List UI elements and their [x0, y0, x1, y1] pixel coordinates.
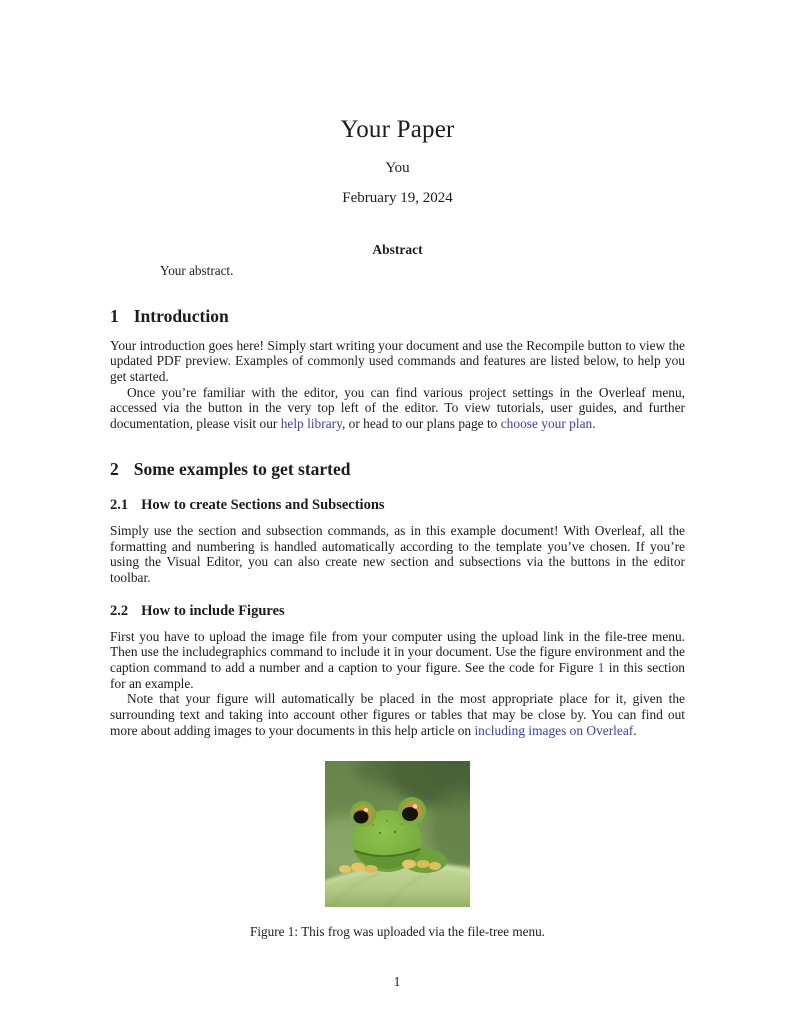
frog-photo: [325, 761, 470, 907]
subsection-heading-figures: [110, 603, 685, 620]
author: You: [385, 160, 410, 176]
paragraph-text: in this section for an example.: [110, 660, 685, 691]
section-title: Some examples to get started: [133, 458, 351, 479]
paragraph-text: Note that your figure will automatically be placed in the most appropriate place for it, given the surrounding text and taking into account other figures or tables that may be close by. You can find out more about adding images to your documents in this help article on: [110, 691, 685, 738]
subsection-number: 2.2: [110, 602, 129, 619]
section-title: Introduction: [133, 305, 229, 326]
paragraph-text: .: [633, 722, 637, 738]
sections-paragraph: Simply use the section and subsection commands, as in this example document! With Overleaf, all the formatting and numbering is handled automatically according to the template you’ve chosen. If you’re using the Visual Editor, you can also create new section and subsections via the buttons in the editor toolbar.: [110, 522, 685, 585]
intro-paragraph-1: Your introduction goes here! Simply start writing your document and use the Recompile button to view the updated PDF preview. Examples of commonly used commands and features are listed below, to help you get started.: [110, 337, 685, 384]
page-number: 1: [393, 974, 401, 989]
paragraph-text: Once you’re familiar with the editor, you can find various project settings in the Overleaf menu, accessed via the button in the very top left of the editor. To view tutorials, user guides, and further documentation, please visit our: [110, 384, 685, 432]
page-title: Your Paper: [340, 116, 455, 143]
subsection-number: 2.1: [110, 496, 129, 513]
paragraph-text: , or head to our plans page to: [341, 416, 501, 432]
date: February 19, 2024: [342, 190, 453, 206]
choose-your-plan-link[interactable]: choose your plan: [500, 416, 593, 432]
section-number: 2: [110, 458, 119, 479]
help-library-link[interactable]: help library: [280, 416, 342, 432]
page-content: [110, 0, 685, 940]
paragraph-text: .: [592, 416, 596, 432]
figures-paragraph-1: [110, 629, 685, 692]
section-heading-introduction: [110, 306, 685, 327]
subsection-heading-sections: [110, 497, 685, 514]
including-images-link[interactable]: including images on Overleaf: [474, 722, 634, 738]
subsection-title: How to include Figures: [141, 602, 285, 619]
intro-paragraph-2: [110, 385, 685, 432]
figures-paragraph-2: [110, 691, 685, 738]
section-heading-examples: [110, 459, 685, 480]
figure-1-ref-link[interactable]: 1: [597, 660, 605, 676]
figure-1: [110, 761, 685, 940]
subsection-title: How to create Sections and Subsections: [141, 496, 385, 513]
section-number: 1: [110, 305, 119, 326]
abstract-heading: Abstract: [372, 242, 423, 257]
figure-caption: Figure 1: This frog was uploaded via the file-tree menu.: [250, 923, 545, 939]
paragraph-text: First you have to upload the image file from your computer using the upload link in the file-tree menu. Then use the includegraphics command to include it in your document. Use the figure environment and the caption command to add a number and a caption to your figure. See the code for Figure: [110, 628, 685, 676]
abstract-body: Your abstract.: [160, 263, 234, 278]
